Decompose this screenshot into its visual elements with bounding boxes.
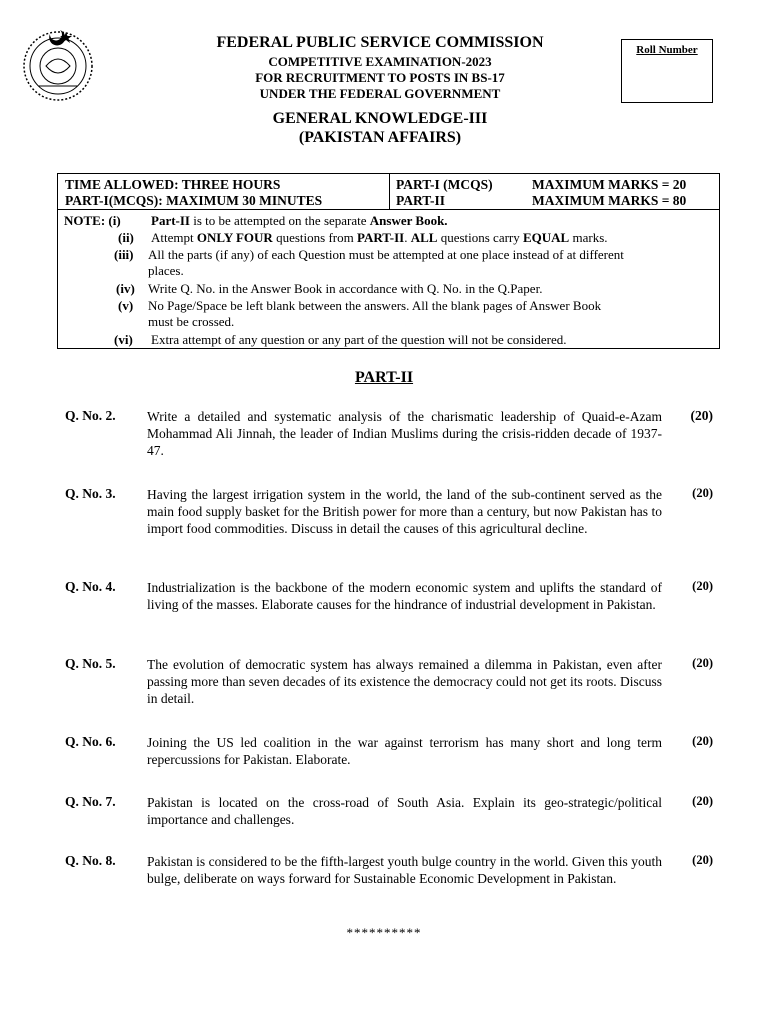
question-number: Q. No. 8. bbox=[65, 853, 116, 868]
exam-title: COMPETITIVE EXAMINATION-2023 bbox=[268, 54, 492, 69]
roll-number-label: Roll Number bbox=[636, 44, 698, 56]
note-plain: questions carry bbox=[437, 230, 523, 245]
note-plain: . bbox=[404, 230, 411, 245]
question-number: Q. No. 7. bbox=[65, 794, 116, 809]
part1-label: PART-I (MCQS) bbox=[396, 177, 493, 192]
question-marks: (20) bbox=[690, 408, 713, 423]
mcq-time: PART-I(MCQS): MAXIMUM 30 MINUTES bbox=[65, 193, 323, 208]
question-marks: (20) bbox=[692, 853, 713, 867]
note-number: (ii) bbox=[118, 230, 134, 245]
government-line: UNDER THE FEDERAL GOVERNMENT bbox=[259, 86, 501, 101]
question-marks: (20) bbox=[692, 734, 713, 748]
instructions-box bbox=[57, 173, 720, 349]
question-number: Q. No. 2. bbox=[65, 408, 116, 423]
note-text: must be crossed. bbox=[148, 314, 235, 329]
question-text: The evolution of democratic system has always remained a dilemma in Pakistan, even after passing more than seven decades of its existence the democracy could not get its roots. Discuss in detail. bbox=[147, 657, 662, 706]
question-text: Pakistan is considered to be the fifth-largest youth bulge country in the world. Given this youth bulge, deliberate on ways forward for Sustainable Economic Development in Pakistan. bbox=[147, 854, 662, 886]
question-marks: (20) bbox=[692, 579, 713, 593]
note-number: (i) bbox=[108, 213, 121, 228]
note-item bbox=[64, 213, 121, 229]
question-number: Q. No. 3. bbox=[65, 486, 116, 501]
divider bbox=[58, 209, 719, 210]
note-plain: Attempt bbox=[151, 230, 197, 245]
question-text: Joining the US led coalition in the war against terrorism has many short and long term repercussions for Pakistan. Elaborate. bbox=[147, 735, 662, 767]
question-marks: (20) bbox=[692, 656, 713, 670]
note-bold: ONLY FOUR bbox=[196, 230, 273, 245]
note-bold: EQUAL bbox=[523, 230, 570, 245]
note-text: No Page/Space be left blank between the answers. All the blank pages of Answer Book bbox=[148, 298, 602, 313]
note-plain: is to be attempted on the separate bbox=[190, 213, 370, 228]
note-number: (vi) bbox=[114, 332, 133, 347]
note-number: (iv) bbox=[116, 281, 135, 296]
question-marks: (20) bbox=[692, 486, 713, 500]
roll-number-box[interactable] bbox=[621, 39, 713, 103]
question-text: Write a detailed and systematic analysis of the charismatic leadership of Quaid-e-Azam Mohammad Ali Jinnah, the leader of Indian Muslims during the crisis-ridden decade of 1937-47. bbox=[147, 409, 662, 458]
question-number: Q. No. 5. bbox=[65, 656, 116, 671]
note-bold: Answer Book. bbox=[369, 213, 448, 228]
note-text bbox=[151, 213, 448, 229]
part-title: PART-II bbox=[354, 369, 414, 386]
note-text: places. bbox=[148, 263, 184, 278]
note-bold: PART-II bbox=[356, 230, 405, 245]
subject-title: GENERAL KNOWLEDGE-III bbox=[272, 110, 488, 127]
note-plain: questions from bbox=[272, 230, 357, 245]
note-text: All the parts (if any) of each Question must be attempted at one place instead of at different bbox=[148, 247, 624, 262]
question-marks: (20) bbox=[692, 794, 713, 808]
part2-marks: MAXIMUM MARKS = 80 bbox=[532, 193, 687, 208]
subject-subtitle: (PAKISTAN AFFAIRS) bbox=[298, 129, 462, 146]
note-text bbox=[151, 230, 608, 246]
note-bold: Part-II bbox=[151, 213, 190, 228]
question-number: Q. No. 6. bbox=[65, 734, 116, 749]
note-text: Write Q. No. in the Answer Book in accordance with Q. No. in the Q.Paper. bbox=[148, 281, 543, 296]
note-number: (iii) bbox=[114, 247, 134, 262]
part1-marks: MAXIMUM MARKS = 20 bbox=[532, 177, 687, 192]
note-bold: ALL bbox=[410, 230, 438, 245]
question-text: Having the largest irrigation system in the world, the land of the sub-continent served as the main food supply basket for the British power for more than a century, but now Pakistan has to import food commodities. Discuss in detail the causes of this agricultural decline. bbox=[147, 487, 662, 536]
question-number: Q. No. 4. bbox=[65, 579, 116, 594]
part2-label: PART-II bbox=[396, 193, 446, 208]
question-text: Pakistan is located on the cross-road of South Asia. Explain its geo-strategic/political importance and challenges. bbox=[147, 795, 662, 827]
note-number: (v) bbox=[118, 298, 134, 313]
question-text: Industrialization is the backbone of the modern economic system and uplifts the standard of living of the masses. Elaborate causes for the hindrance of industrial development in Pakistan. bbox=[147, 580, 662, 612]
divider bbox=[389, 174, 390, 209]
note-label: NOTE: bbox=[64, 213, 106, 228]
commission-title: FEDERAL PUBLIC SERVICE COMMISSION bbox=[216, 34, 544, 51]
fpsc-emblem-logo bbox=[20, 26, 96, 102]
note-plain: marks. bbox=[569, 230, 608, 245]
end-marker: ********** bbox=[346, 925, 422, 940]
time-allowed: TIME ALLOWED: THREE HOURS bbox=[65, 177, 281, 192]
recruitment-line: FOR RECRUITMENT TO POSTS IN BS-17 bbox=[255, 70, 505, 85]
note-text: Extra attempt of any question or any part of the question will not be considered. bbox=[151, 332, 567, 347]
